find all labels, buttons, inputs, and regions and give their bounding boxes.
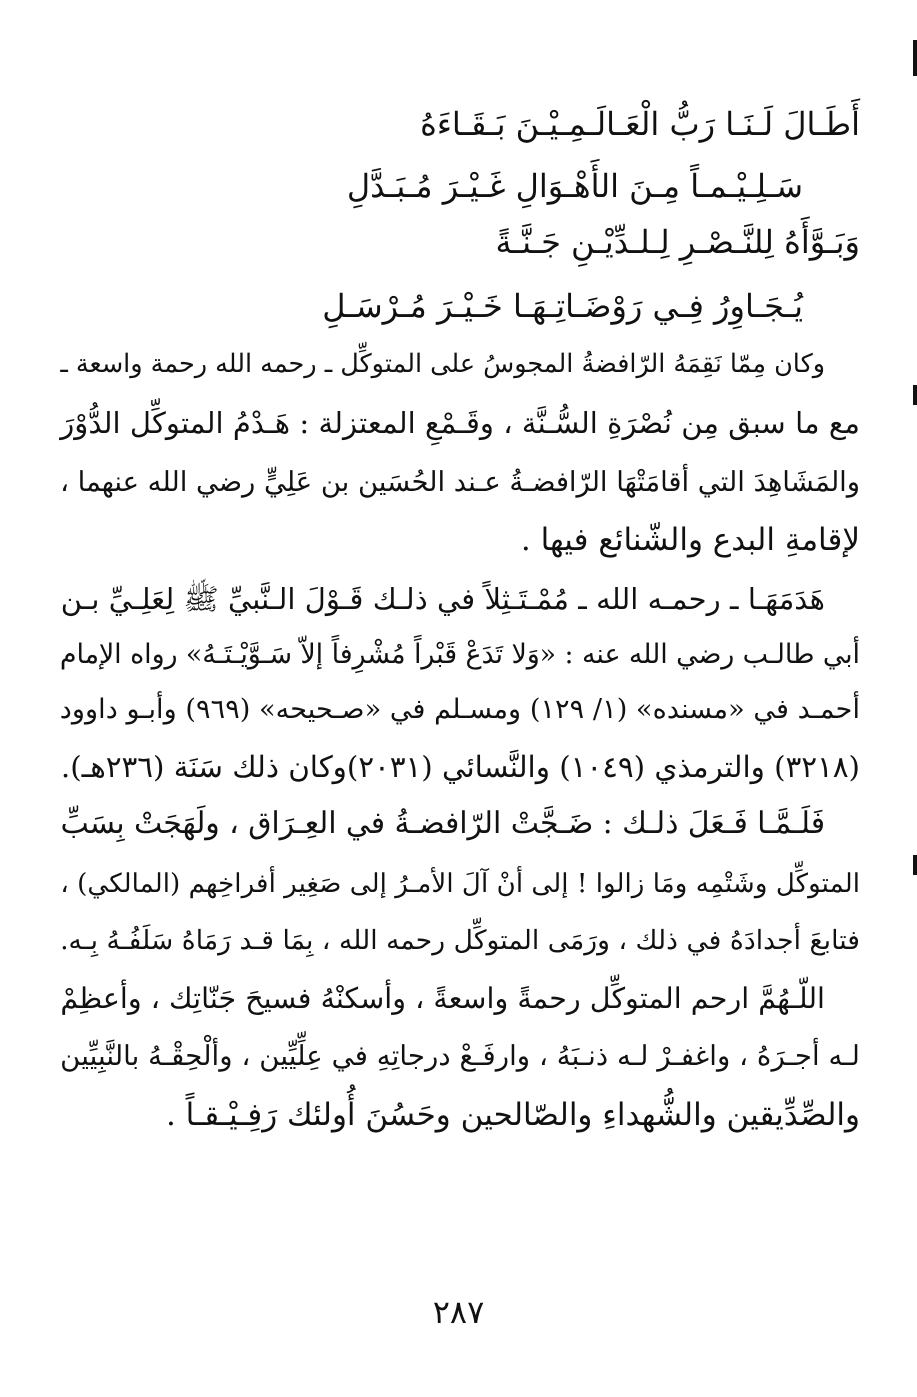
- scan-edge-mark: [913, 855, 917, 875]
- body-line-1: وكان مِمّا نَقِمَهُ الرّافضةُ المجوسُ على المتوكِّل ـ رحمه الله رحمة واسعة ـ: [60, 349, 825, 379]
- body-line-13: لـه أجـرَهُ ، واغفـرْ لـه ذنـبَهُ ، وارفَـعْ درجاتِهِ في عِلِّيِّين ، وألْحِقْـهُ بالنَّبِيِّين: [60, 1039, 860, 1072]
- page-number: ٢٨٧: [432, 1293, 485, 1331]
- body-line-4: لإقامةِ البدع والشّنائع فيها .: [520, 522, 860, 558]
- scan-edge-mark: [913, 385, 917, 405]
- body-line-9: فَلَـمَّـا فَـعَلَ ذلـك : ضَـجَّتْ الرّافضـةُ في العِـرَاق ، ولَهَجَتْ بِسَبِّ: [60, 806, 825, 841]
- body-line-11: فتابعَ أجدادَهُ في ذلك ، ورَمَى المتوكِّل رحمه الله ، بِمَا قـد رَمَاهُ سَلَفُـهُ بِـه.: [60, 925, 860, 956]
- poem-verse-1: أَطَـالَ لَـنَـا رَبُّ الْعَـالَـمِـيْـنَ بَـقَـاءَهُ: [420, 105, 860, 143]
- body-line-5: هَدَمَهَـا ـ رحمـه الله ـ مُمْـتَـثِلاً في ذلـك قَـوْلَ الـنَّبيِّ ﷺ لِعَلِـيِّ بـن: [60, 582, 825, 616]
- scan-edge-mark: [913, 40, 917, 76]
- poem-verse-3: وَبَـوَّأَهُ لِلنَّـصْـرِ لِـلـدِّيْـنِ جَـنَّـةً: [495, 223, 860, 261]
- body-line-12: اللّـهُمَّ ارحم المتوكِّل رحمةً واسعةً ، وأسكنْهُ فسيحَ جَنّاتِك ، وأعظِمْ: [60, 981, 825, 1015]
- poem-verse-4: يُـجَـاوِرُ فِـي رَوْضَـاتِـهَـا خَـيْـرَ مُـرْسَـلِ: [322, 287, 803, 325]
- body-line-3: والمَشَاهِدَ التي أقامَتْهَا الرّافضـةُ عـند الحُسَين بن عَلِيٍّ رضي الله عنهما ،: [60, 467, 860, 498]
- poem-verse-2: سَـلِـيْـمـاً مِـنَ الأَهْـوَالِ غَـيْـرَ مُـبَـدَّلِ: [346, 167, 803, 205]
- body-line-2: مع ما سبق مِن نُصْرَةِ السُّـنَّة ، وقَـمْعِ المعتزلة : هَـدْمُ المتوكِّل الدُّوْرَ: [60, 406, 860, 440]
- body-line-10: المتوكِّل وشَتْمِه ومَا زالوا ! إلى أنْ آلَ الأمـرُ إلى صَغِير أفراخِهم (المالكي) ،: [60, 869, 860, 899]
- body-line-7: أحمـد في «مسنده» (١/ ١٢٩) ومسـلم في «صـحيحه» (٩٦٩) وأبـو داوود: [59, 694, 860, 725]
- body-line-8: (٣٢١٨) والترمذي (١٠٤٩) والنَّسائي (٢٠٣١)وكان ذلك سَنَة (٢٣٦هـ).: [60, 750, 860, 784]
- body-line-6: أبي طالـب رضي الله عنه : «وَلا تَدَعْ قَبْراً مُشْرِفاً إلاّ سَـوَّيْـتَـهُ» رواه الإمام: [59, 639, 860, 670]
- body-line-14: والصِّدِّيقين والشُّهداءِ والصّالحين وحَسُنَ أُولئك رَفِـيْـقـاً .: [165, 1097, 860, 1133]
